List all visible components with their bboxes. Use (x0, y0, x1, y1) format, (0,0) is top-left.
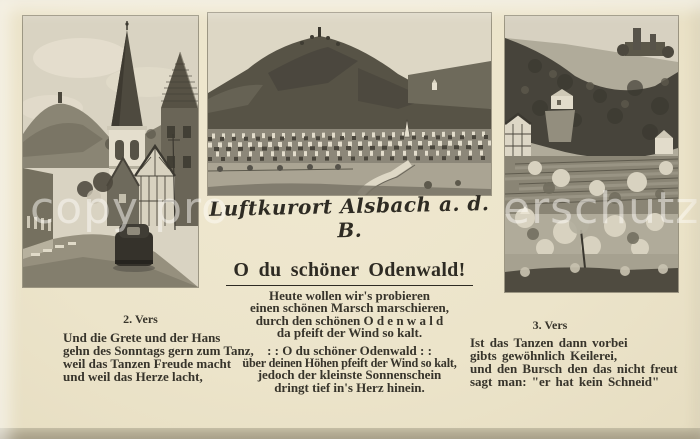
chorus-line: : : O du schöner Odenwald : : (267, 342, 432, 358)
half-timber-cottage (505, 114, 531, 158)
chorus-line: Heute wollen wir's probieren (269, 288, 430, 303)
verse-2-line: weil das Tanzen Freude macht (63, 356, 232, 371)
hilltop-tower (58, 92, 62, 103)
verse-2-block (63, 313, 254, 383)
verse-2-line: Und die Grete und der Hans (63, 330, 221, 345)
verse-3-line: Ist das Tanzen dann vorbei (470, 335, 628, 350)
foreground-fields (208, 163, 491, 195)
chorus-line: jedoch der kleinste Sonnenschein (257, 367, 442, 383)
watermark-right-text: erschutz (503, 183, 700, 234)
verse-3-line: und den Bursch den das nicht freut (470, 361, 678, 376)
photo-panorama-alsbach (208, 13, 491, 195)
verse-2-line: und weil das Herze lacht, (63, 369, 203, 384)
song-title-wrap (208, 259, 491, 286)
chorus-line: da pfeift der Wind so kalt. (276, 325, 423, 341)
caption-script: Luftkurort Alsbach a. d. B. (208, 191, 490, 243)
watermark-left-text: copy pro (30, 183, 230, 234)
song-title: O du schöner Odenwald! (226, 259, 472, 286)
verse-3-heading: 3. Vers (532, 318, 568, 332)
village-street-drawing (23, 16, 198, 287)
panorama-drawing (208, 13, 491, 195)
verse-2-heading: 2. Vers (123, 312, 158, 326)
verse-2-line: gehn des Sonntags gern zum Tanz, (63, 343, 254, 358)
verse-3-block (470, 319, 678, 388)
verse-3-line: sagt man: "er hat kein Schneid" (470, 374, 660, 389)
chorus-line: durch den schönen O d e n w a l d (255, 312, 444, 328)
chorus-line: über deinen Höhen pfeift der Wind so kalt, (242, 356, 457, 371)
summit-tower (318, 27, 321, 37)
chorus-line: dringt tief in's Herz hinein. (274, 379, 425, 395)
castle-hill-drawing (505, 16, 678, 292)
chorus-line: einen schönen Marsch marschieren, (249, 300, 450, 316)
photo-castle-hill (505, 16, 678, 292)
card-bottom-edge (0, 428, 700, 439)
vintage-car (113, 224, 155, 272)
verse-3-line: gibts gewöhnlich Keilerei, (470, 348, 618, 363)
photo-village-street (23, 16, 198, 287)
